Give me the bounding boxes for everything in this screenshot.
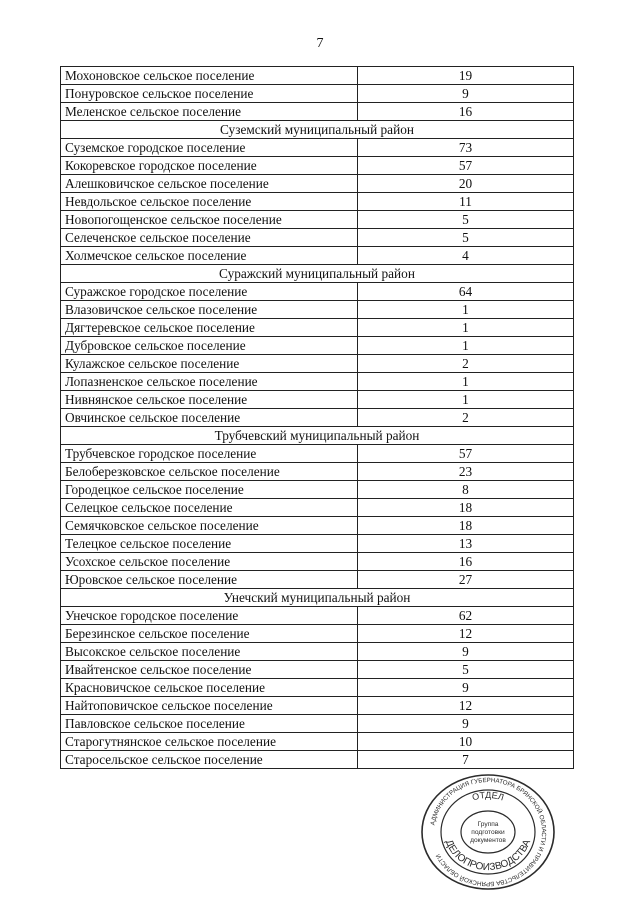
settlement-name: Кокоревское городское поселение xyxy=(61,157,358,175)
table-row xyxy=(61,175,574,193)
table-row xyxy=(61,355,574,373)
settlement-name: Лопазненское сельское поселение xyxy=(61,373,358,391)
table-row xyxy=(61,571,574,589)
table-row xyxy=(61,301,574,319)
settlement-value: 19 xyxy=(358,67,574,85)
settlement-name: Городецкое сельское поселение xyxy=(61,481,358,499)
settlement-name: Юровское сельское поселение xyxy=(61,571,358,589)
settlement-value: 13 xyxy=(358,535,574,553)
settlement-name: Овчинское сельское поселение xyxy=(61,409,358,427)
settlement-value: 27 xyxy=(358,571,574,589)
table-row xyxy=(61,553,574,571)
table-row xyxy=(61,391,574,409)
table-row xyxy=(61,445,574,463)
table-row xyxy=(61,373,574,391)
table-row xyxy=(61,517,574,535)
settlement-value: 5 xyxy=(358,211,574,229)
settlement-name: Селеченское сельское поселение xyxy=(61,229,358,247)
settlement-name: Белоберезковское сельское поселение xyxy=(61,463,358,481)
settlement-name: Понуровское сельское поселение xyxy=(61,85,358,103)
table-row xyxy=(61,661,574,679)
settlement-name: Меленское сельское поселение xyxy=(61,103,358,121)
settlement-value: 64 xyxy=(358,283,574,301)
settlement-name: Красновичское сельское поселение xyxy=(61,679,358,697)
settlement-name: Найтоповичское сельское поселение xyxy=(61,697,358,715)
table-row xyxy=(61,337,574,355)
settlement-name: Старогутнянское сельское поселение xyxy=(61,733,358,751)
settlement-name: Березинское сельское поселение xyxy=(61,625,358,643)
settlement-name: Невдольское сельское поселение xyxy=(61,193,358,211)
stamp-center-line: документов xyxy=(470,837,506,844)
settlement-name: Дягтеревское сельское поселение xyxy=(61,319,358,337)
settlement-value: 10 xyxy=(358,733,574,751)
settlement-value: 9 xyxy=(358,679,574,697)
district-header-row xyxy=(61,121,574,139)
table-row xyxy=(61,139,574,157)
settlements-table-body xyxy=(61,67,574,769)
table-row xyxy=(61,499,574,517)
settlement-value: 23 xyxy=(358,463,574,481)
settlement-name: Семячковское сельское поселение xyxy=(61,517,358,535)
settlement-name: Новопогощенское сельское поселение xyxy=(61,211,358,229)
settlement-name: Суражское городское поселение xyxy=(61,283,358,301)
settlement-value: 5 xyxy=(358,229,574,247)
stamp-center-line: Группа xyxy=(477,821,499,828)
table-row xyxy=(61,319,574,337)
settlement-name: Старосельское сельское поселение xyxy=(61,751,358,769)
settlement-value: 4 xyxy=(358,247,574,265)
settlement-value: 16 xyxy=(358,553,574,571)
table-row xyxy=(61,211,574,229)
table-row xyxy=(61,625,574,643)
settlement-value: 1 xyxy=(358,391,574,409)
table-row xyxy=(61,607,574,625)
table-row xyxy=(61,409,574,427)
settlement-name: Холмечское сельское поселение xyxy=(61,247,358,265)
table-row xyxy=(61,679,574,697)
settlement-name: Алешковичское сельское поселение xyxy=(61,175,358,193)
settlement-value: 18 xyxy=(358,517,574,535)
table-row xyxy=(61,535,574,553)
settlement-value: 5 xyxy=(358,661,574,679)
district-header-row xyxy=(61,265,574,283)
table-row xyxy=(61,643,574,661)
settlement-value: 7 xyxy=(358,751,574,769)
stamp-bottom-text: ДЕЛОПРОИЗВОДСТВА xyxy=(442,838,534,874)
table-row xyxy=(61,67,574,85)
table-row xyxy=(61,283,574,301)
settlement-value: 9 xyxy=(358,643,574,661)
settlement-value: 1 xyxy=(358,337,574,355)
settlement-name: Дубровское сельское поселение xyxy=(61,337,358,355)
district-name: Трубчевский муниципальный район xyxy=(61,427,574,445)
settlement-value: 16 xyxy=(358,103,574,121)
table-row xyxy=(61,751,574,769)
settlement-value: 12 xyxy=(358,625,574,643)
table-row xyxy=(61,463,574,481)
settlement-value: 12 xyxy=(358,697,574,715)
table-row xyxy=(61,229,574,247)
settlement-value: 1 xyxy=(358,373,574,391)
settlement-value: 9 xyxy=(358,85,574,103)
table-row xyxy=(61,481,574,499)
table-row xyxy=(61,733,574,751)
page-number: 7 xyxy=(316,36,324,51)
settlement-value: 1 xyxy=(358,301,574,319)
table-row xyxy=(61,157,574,175)
settlement-value: 73 xyxy=(358,139,574,157)
settlement-name: Высокское сельское поселение xyxy=(61,643,358,661)
settlement-name: Влазовичское сельское поселение xyxy=(61,301,358,319)
settlement-name: Суземское городское поселение xyxy=(61,139,358,157)
table-row xyxy=(61,697,574,715)
settlement-value: 2 xyxy=(358,355,574,373)
settlement-value: 20 xyxy=(358,175,574,193)
table-row xyxy=(61,715,574,733)
settlement-name: Ивайтенское сельское поселение xyxy=(61,661,358,679)
district-header-row xyxy=(61,427,574,445)
settlement-name: Павловское сельское поселение xyxy=(61,715,358,733)
settlement-value: 2 xyxy=(358,409,574,427)
district-name: Унечский муниципальный район xyxy=(61,589,574,607)
settlement-value: 62 xyxy=(358,607,574,625)
settlement-name: Кулажское сельское поселение xyxy=(61,355,358,373)
settlement-value: 8 xyxy=(358,481,574,499)
settlement-value: 57 xyxy=(358,157,574,175)
settlement-name: Телецкое сельское поселение xyxy=(61,535,358,553)
table-row xyxy=(61,103,574,121)
settlement-value: 11 xyxy=(358,193,574,211)
settlement-value: 1 xyxy=(358,319,574,337)
settlements-table xyxy=(60,66,574,769)
settlement-name: Усохское сельское поселение xyxy=(61,553,358,571)
settlement-name: Трубчевское городское поселение xyxy=(61,445,358,463)
official-stamp xyxy=(418,772,558,892)
settlement-value: 9 xyxy=(358,715,574,733)
settlement-value: 18 xyxy=(358,499,574,517)
district-name: Суземский муниципальный район xyxy=(61,121,574,139)
settlement-value: 57 xyxy=(358,445,574,463)
settlement-name: Нивнянское сельское поселение xyxy=(61,391,358,409)
stamp-top-text: ОТДЕЛ xyxy=(470,789,506,803)
table-row xyxy=(61,193,574,211)
table-row xyxy=(61,247,574,265)
stamp-outer-text: АДМИНИСТРАЦИЯ ГУБЕРНАТОРА БРЯНСКОЙ ОБЛАСТИ И ПРАВИТЕЛЬСТВА БРЯНСКОЙ ОБЛАСТИ xyxy=(429,776,548,888)
settlement-name: Унечское городское поселение xyxy=(61,607,358,625)
district-name: Суражский муниципальный район xyxy=(61,265,574,283)
stamp-center-line: подготовки xyxy=(471,829,505,836)
district-header-row xyxy=(61,589,574,607)
settlement-name: Мохоновское сельское поселение xyxy=(61,67,358,85)
table-row xyxy=(61,85,574,103)
settlement-name: Селецкое сельское поселение xyxy=(61,499,358,517)
